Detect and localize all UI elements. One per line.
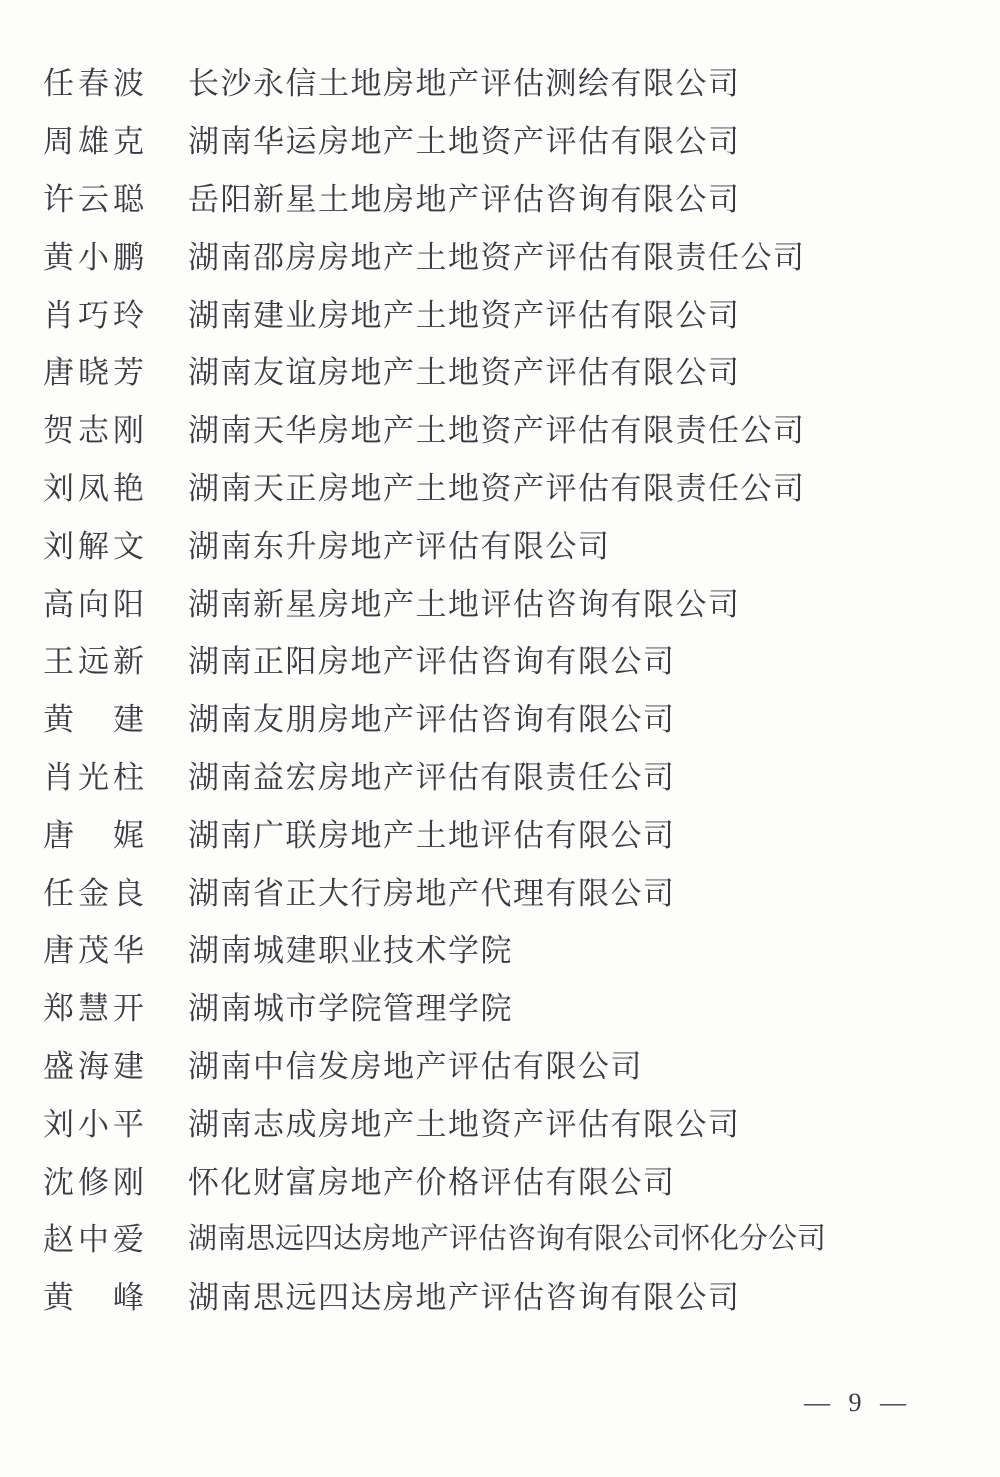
person-name: 刘凤艳 [43, 470, 148, 506]
organization-name: 湖南中信发房地产评估有限公司 [188, 1048, 643, 1084]
organization-name: 湖南邵房房地产土地资产评估有限责任公司 [188, 239, 806, 275]
organization-name: 湖南志成房地产土地资产评估有限公司 [188, 1106, 741, 1142]
organization-name: 湖南友谊房地产土地资产评估有限公司 [188, 355, 741, 391]
roster-row [43, 746, 970, 804]
organization-name: 湖南思远四达房地产评估咨询有限公司 [188, 1280, 741, 1316]
organization-name: 湖南省正大行房地产代理有限公司 [188, 875, 676, 911]
organization-name: 湖南华运房地产土地资产评估有限公司 [188, 124, 741, 160]
person-name: 王远新 [43, 644, 148, 680]
roster-list [43, 52, 970, 1324]
roster-row [43, 168, 970, 226]
person-name: 郑慧开 [43, 991, 148, 1027]
organization-name: 湖南建业房地产土地资产评估有限公司 [188, 297, 741, 333]
person-name: 唐茂华 [43, 933, 148, 969]
person-name: 唐 娓 [43, 817, 148, 853]
organization-name: 湖南城建职业技术学院 [188, 933, 513, 969]
person-name: 刘解文 [43, 528, 148, 564]
person-name: 许云聪 [43, 181, 148, 217]
organization-name: 怀化财富房地产价格评估有限公司 [188, 1164, 676, 1200]
roster-row [43, 1208, 970, 1266]
organization-name: 长沙永信土地房地产评估测绘有限公司 [188, 66, 741, 102]
person-name: 高向阳 [43, 586, 148, 622]
roster-row [43, 977, 970, 1035]
person-name: 刘小平 [43, 1106, 148, 1142]
roster-row [43, 110, 970, 168]
roster-row [43, 919, 970, 977]
roster-row [43, 861, 970, 919]
organization-name: 湖南正阳房地产评估咨询有限公司 [188, 644, 676, 680]
roster-row [43, 803, 970, 861]
page-number: — 9 — [804, 1388, 912, 1417]
organization-name: 岳阳新星土地房地产评估咨询有限公司 [188, 181, 741, 217]
roster-row [43, 225, 970, 283]
roster-row [43, 457, 970, 515]
organization-name: 湖南新星房地产土地评估咨询有限公司 [188, 586, 741, 622]
person-name: 黄 建 [43, 702, 148, 738]
roster-row [43, 1266, 970, 1324]
roster-row [43, 283, 970, 341]
person-name: 任春波 [43, 66, 148, 102]
roster-row [43, 572, 970, 630]
person-name: 肖巧玲 [43, 297, 148, 333]
roster-row [43, 688, 970, 746]
person-name: 肖光柱 [43, 759, 148, 795]
roster-row [43, 1150, 970, 1208]
organization-name: 湖南广联房地产土地评估有限公司 [188, 817, 676, 853]
person-name: 黄小鹏 [43, 239, 148, 275]
person-name: 赵中爱 [43, 1222, 148, 1258]
roster-row [43, 630, 970, 688]
organization-name: 湖南益宏房地产评估有限责任公司 [188, 759, 676, 795]
person-name: 唐晓芳 [43, 355, 148, 391]
person-name: 盛海建 [43, 1048, 148, 1084]
person-name: 沈修刚 [43, 1164, 148, 1200]
person-name: 贺志刚 [43, 413, 148, 449]
roster-row [43, 514, 970, 572]
roster-row [43, 341, 970, 399]
person-name: 周雄克 [43, 124, 148, 160]
organization-name: 湖南天华房地产土地资产评估有限责任公司 [188, 413, 806, 449]
roster-row [43, 1092, 970, 1150]
organization-name: 湖南思远四达房地产评估咨询有限公司怀化分公司 [188, 1223, 827, 1256]
organization-name: 湖南天正房地产土地资产评估有限责任公司 [188, 470, 806, 506]
roster-row [43, 399, 970, 457]
person-name: 任金良 [43, 875, 148, 911]
organization-name: 湖南城市学院管理学院 [188, 991, 513, 1027]
organization-name: 湖南东升房地产评估有限公司 [188, 528, 611, 564]
roster-row [43, 1035, 970, 1093]
organization-name: 湖南友朋房地产评估咨询有限公司 [188, 702, 676, 738]
person-name: 黄 峰 [43, 1280, 148, 1316]
roster-row [43, 52, 970, 110]
